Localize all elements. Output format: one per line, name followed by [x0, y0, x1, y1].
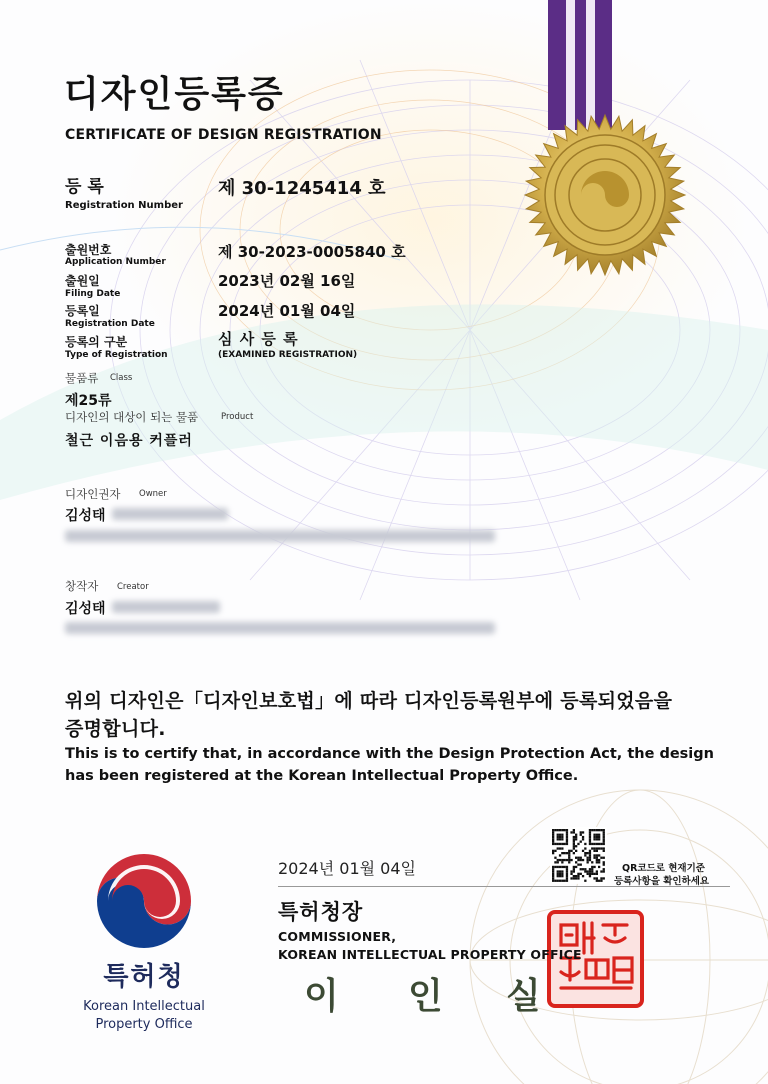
- registration-label: 등 록: [65, 177, 104, 197]
- field-value-registration-type-en: (EXAMINED REGISTRATION): [218, 350, 358, 360]
- authority-title-en-line1: COMMISSIONER,: [278, 929, 397, 944]
- signature-char-2: 인: [408, 975, 443, 1017]
- field-label-en-registration-type: Type of Registration: [65, 350, 168, 360]
- creator-name: 김성태: [65, 601, 106, 617]
- field-label-en-filing-date: Filing Date: [65, 289, 121, 299]
- qr-caption-line1: QR코드로 현재기준: [622, 863, 705, 874]
- class-label-en: Class: [110, 373, 133, 383]
- product-value: 철근 이음용 커플러: [65, 433, 193, 449]
- field-label-en-registration-date: Registration Date: [65, 319, 155, 329]
- government-logo-symbol: [97, 854, 191, 948]
- title-korean: 디자인등록증: [64, 74, 285, 115]
- field-value-registration-date: 2024년 01월 04일: [218, 302, 356, 320]
- logo-name-ko: 특허청: [103, 962, 185, 992]
- title-english: CERTIFICATE OF DESIGN REGISTRATION: [65, 127, 382, 143]
- class-label: 물품류: [65, 371, 99, 385]
- certification-statement-ko-line1: 위의 디자인은「디자인보호법」에 따라 디자인등록원부에 등록되었음을: [65, 690, 673, 712]
- qr-caption-line2: 등록사항을 확인하세요: [614, 876, 710, 887]
- owner-name-redacted: [112, 508, 228, 520]
- certification-statement-ko-line2: 증명합니다.: [65, 718, 166, 740]
- field-label-en-application-number: Application Number: [65, 257, 166, 267]
- certification-statement-en-line1: This is to certify that, in accordance with the Design Protection Act, the design: [65, 746, 714, 762]
- registration-label-en: Registration Number: [65, 200, 183, 211]
- certification-statement-en-line2: has been registered at the Korean Intellectual Property Office.: [65, 768, 579, 784]
- product-label-en: Product: [221, 412, 254, 422]
- owner-label-en: Owner: [139, 489, 167, 499]
- creator-label: 창작자: [65, 579, 99, 593]
- field-label-application-number: 출원번호: [65, 243, 112, 257]
- field-value-filing-date: 2023년 02월 16일: [218, 272, 356, 290]
- field-value-registration-type: 심 사 등 록: [218, 330, 299, 348]
- signature-divider: [278, 886, 730, 887]
- creator-label-en: Creator: [117, 582, 149, 592]
- field-value-application-number: 제 30-2023-0005840 호: [218, 243, 406, 261]
- class-value: 제25류: [65, 393, 112, 409]
- logo-name-en-line1: Korean Intellectual: [83, 999, 205, 1014]
- issue-date: 2024년 01월 04일: [278, 859, 416, 878]
- owner-label: 디자인권자: [65, 487, 121, 501]
- signature-char-3: 실: [506, 975, 541, 1017]
- registration-number: 제 30-1245414 호: [218, 178, 386, 199]
- owner-name: 김성태: [65, 508, 106, 524]
- logo-name-en-line2: Property Office: [95, 1017, 193, 1032]
- authority-title-en-line2: KOREAN INTELLECTUAL PROPERTY OFFICE: [278, 947, 582, 962]
- creator-name-redacted: [112, 601, 220, 613]
- field-label-filing-date: 출원일: [65, 274, 100, 288]
- field-label-registration-date: 등록일: [65, 304, 100, 318]
- creator-address-redacted: [65, 622, 495, 634]
- authority-title-ko: 특허청장: [278, 900, 364, 924]
- product-label: 디자인의 대상이 되는 물품: [65, 410, 199, 424]
- signature-char-1: 이: [304, 975, 339, 1017]
- field-label-registration-type: 등록의 구분: [65, 335, 128, 349]
- owner-address-redacted: [65, 530, 495, 542]
- qr-code-icon: [550, 827, 607, 884]
